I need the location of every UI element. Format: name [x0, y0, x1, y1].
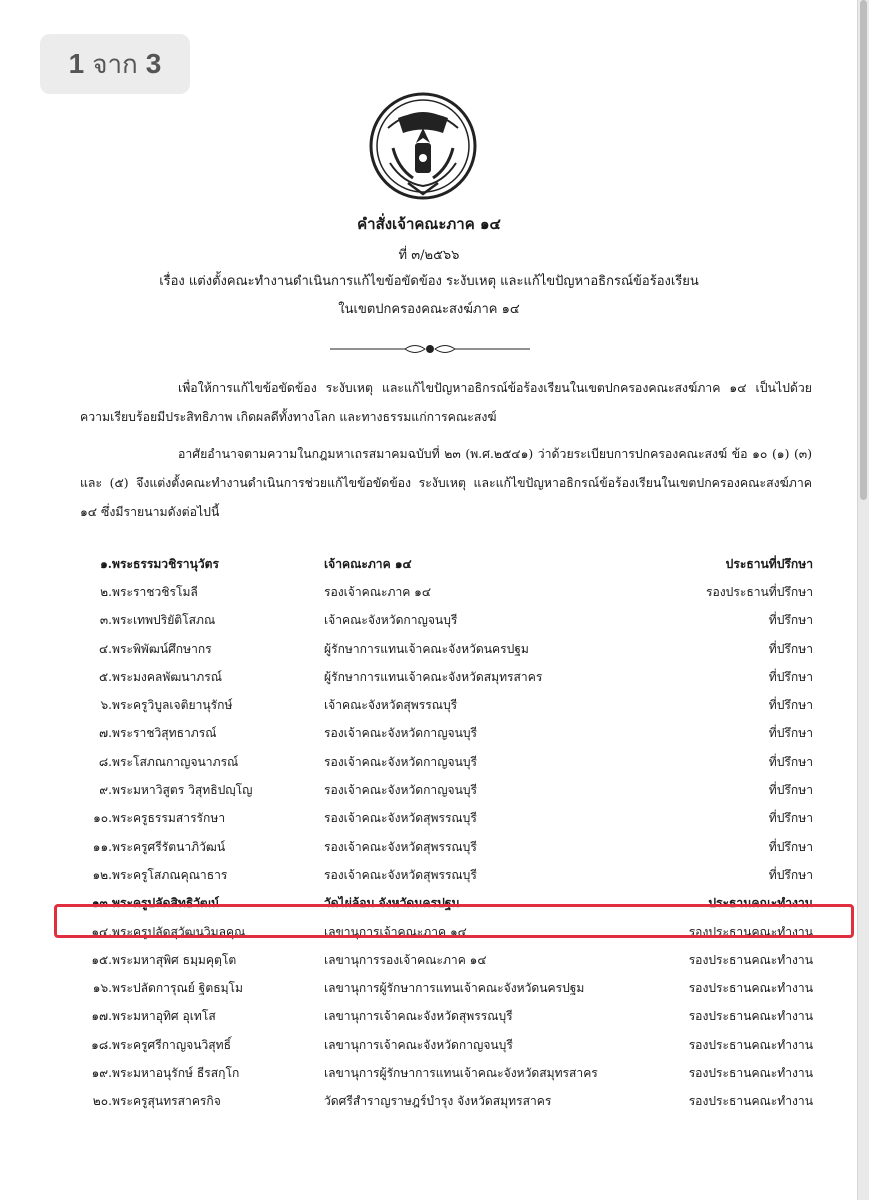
- roster-number: ๑๒.: [92, 867, 112, 882]
- roster-number: ๓.: [99, 613, 112, 628]
- roster-number: ๖.: [100, 698, 112, 713]
- member-name: พระโสภณกาญจนาภรณ์: [112, 754, 239, 769]
- roster-number: ๑๕.: [91, 952, 112, 967]
- member-position: ผู้รักษาการแทนเจ้าคณะจังหวัดนครปฐม: [324, 641, 529, 656]
- roster-row: [78, 691, 813, 719]
- member-position: เจ้าคณะจังหวัดสุพรรณบุรี: [324, 698, 458, 713]
- order-subject-line2: ในเขตปกครองคณะสงฆ์ภาค ๑๔: [338, 302, 520, 317]
- roster-number: ๑๔.: [91, 924, 112, 939]
- roster-number: ๑๘.: [91, 1037, 112, 1052]
- member-role: ที่ปรึกษา: [768, 754, 813, 769]
- roster-number: ๑๓.: [91, 896, 112, 911]
- member-role: รองประธานคณะทำงาน: [688, 924, 813, 939]
- member-position: รองเจ้าคณะจังหวัดสุพรรณบุรี: [324, 839, 477, 854]
- member-position: รองเจ้าคณะจังหวัดสุพรรณบุรี: [324, 867, 477, 882]
- member-position: เลขานุการผู้รักษาการแทนเจ้าคณะจังหวัดสมุทรสาคร: [324, 1065, 598, 1080]
- roster-number: ๑๑.: [92, 839, 112, 854]
- member-name: พระครูวิบูลเจติยานุรักษ์: [112, 698, 233, 713]
- roster-row: [78, 776, 813, 804]
- member-name: พระครูโสภณคุณาธาร: [112, 867, 228, 882]
- member-position: ผู้รักษาการแทนเจ้าคณะจังหวัดสมุทรสาคร: [324, 669, 543, 684]
- seal-emblem-icon: [368, 88, 478, 204]
- roster-number: ๑๗.: [91, 1009, 112, 1024]
- member-name: พระมหาอนุรักษ์ ธีรสกฺโก: [112, 1065, 240, 1080]
- member-role: ที่ปรึกษา: [768, 726, 813, 741]
- member-role: ที่ปรึกษา: [768, 867, 813, 882]
- member-position: รองเจ้าคณะจังหวัดกาญจนบุรี: [324, 783, 478, 798]
- member-name: พระราชวิสุทธาภรณ์: [112, 726, 217, 741]
- member-position: เลขานุการเจ้าคณะจังหวัดสุพรรณบุรี: [324, 1009, 513, 1024]
- roster-number: ๑๐.: [93, 811, 112, 826]
- member-name: พระปลัดการุณย์ ฐิตธมฺโม: [112, 981, 244, 996]
- member-position: เลขานุการผู้รักษาการแทนเจ้าคณะจังหวัดนครปฐม: [324, 981, 585, 996]
- roster-row: [78, 550, 813, 578]
- member-role: ที่ปรึกษา: [768, 698, 813, 713]
- member-role: ที่ปรึกษา: [768, 839, 813, 854]
- roster-number: ๑.: [100, 556, 112, 571]
- member-name: พระครูศรีกาญจนวิสุทธิ์: [112, 1037, 232, 1052]
- member-roster: [78, 550, 813, 1116]
- member-role: รองประธานคณะทำงาน: [688, 1009, 813, 1024]
- member-position: เลขานุการเจ้าคณะภาค ๑๔: [324, 924, 467, 939]
- member-name: พระครูสุนทรสาครกิจ: [112, 1094, 221, 1109]
- member-name: พระมหาอุทิศ อุเทโส: [112, 1009, 216, 1024]
- member-position: รองเจ้าคณะภาค ๑๔: [324, 584, 432, 599]
- roster-number: ๒๐.: [92, 1094, 112, 1109]
- page-indicator: [40, 34, 190, 94]
- member-position: วัดศรีสำราญราษฎร์บำรุง จังหวัดสมุทรสาคร: [324, 1094, 552, 1109]
- roster-number: ๑๖.: [92, 981, 112, 996]
- roster-row: [78, 861, 813, 889]
- member-name: พระเทพปริยัติโสภณ: [112, 613, 216, 628]
- member-name: พระมหาสุพิศ ธมฺมคุตฺโต: [112, 952, 237, 967]
- page-current: 1: [68, 48, 85, 79]
- member-role: ที่ปรึกษา: [768, 783, 813, 798]
- member-role: รองประธานคณะทำงาน: [688, 1094, 813, 1109]
- roster-row: [78, 833, 813, 861]
- scrollbar-thumb[interactable]: [860, 0, 867, 500]
- member-position: เลขานุการเจ้าคณะจังหวัดกาญจนบุรี: [324, 1037, 513, 1052]
- member-name: พระครูศรีรัตนาภิวัฒน์: [112, 839, 226, 854]
- roster-number: ๑๙.: [91, 1065, 112, 1080]
- member-role: ประธานคณะทำงาน: [708, 896, 813, 911]
- roster-row: [78, 607, 813, 635]
- roster-row: [78, 1031, 813, 1059]
- member-position: รองเจ้าคณะจังหวัดกาญจนบุรี: [324, 726, 478, 741]
- member-role: ที่ปรึกษา: [768, 669, 813, 684]
- member-role: รองประธานคณะทำงาน: [688, 981, 813, 996]
- page-total: 3: [145, 48, 162, 79]
- roster-row: [78, 1059, 813, 1087]
- member-position: รองเจ้าคณะจังหวัดสุพรรณบุรี: [324, 811, 477, 826]
- divider-ornament: [330, 340, 530, 358]
- order-title: คำสั่งเจ้าคณะภาค ๑๔: [357, 215, 501, 233]
- roster-row: [78, 946, 813, 974]
- roster-row: [78, 663, 813, 691]
- member-name: พระราชวชิรโมลี: [112, 584, 198, 599]
- roster-number: ๔.: [99, 641, 112, 656]
- paragraph-authority: อาศัยอำนาจตามความในกฎมหาเถรสมาคมฉบับที่ ๒๓ (พ.ศ.๒๕๔๑) ว่าด้วยระเบียบการปกครองคณะสงฆ์ ข้อ ๑๐ (๑) (๓) และ (๕) จึงแต่งตั้งคณะทำงานดำเนินการช่วยแก้ไขข้อขัดข้อง ระงับเหตุ และแก้ไขปัญหาอธิกรณ์ข้อร้องเรียนในเขตปกครองคณะสงฆ์ภาค ๑๔ ซึ่งมีรายนามดังต่อไปนี้: [80, 447, 812, 519]
- member-position: เจ้าคณะภาค ๑๔: [324, 556, 412, 571]
- roster-row: [78, 974, 813, 1002]
- roster-row: [78, 748, 813, 776]
- roster-row: [78, 805, 813, 833]
- member-name: พระครูปลัดสิทธิวัฒน์: [112, 896, 220, 911]
- order-subject-line1: เรื่อง แต่งตั้งคณะทำงานดำเนินการแก้ไขข้อขัดข้อง ระงับเหตุ และแก้ไขปัญหาอธิกรณ์ข้อร้องเรียน: [159, 274, 699, 289]
- roster-number: ๘.: [98, 754, 112, 769]
- roster-number: ๗.: [99, 726, 112, 741]
- member-name: พระพิพัฒน์ศึกษากร: [112, 641, 212, 656]
- member-position: เจ้าคณะจังหวัดกาญจนบุรี: [324, 613, 458, 628]
- roster-row: [78, 1003, 813, 1031]
- member-name: พระธรรมวชิรานุวัตร: [112, 556, 220, 571]
- scrollbar[interactable]: [857, 0, 869, 1200]
- roster-row: [78, 578, 813, 606]
- member-name: พระมหาวิสูตร วิสุทธิปญฺโญ: [112, 783, 253, 798]
- roster-row: [78, 720, 813, 748]
- roster-row: [78, 1088, 813, 1116]
- member-role: รองประธานที่ปรึกษา: [705, 584, 813, 599]
- member-role: รองประธานคณะทำงาน: [688, 1037, 813, 1052]
- member-role: ที่ปรึกษา: [768, 811, 813, 826]
- member-role: ที่ปรึกษา: [768, 613, 813, 628]
- paragraph-purpose: เพื่อให้การแก้ไขข้อขัดข้อง ระงับเหตุ และแก้ไขปัญหาอธิกรณ์ข้อร้องเรียนในเขตปกครองคณะสงฆ์ภาค ๑๔ เป็นไปด้วยความเรียบร้อยมีประสิทธิภาพ เกิดผลดีทั้งทางโลก และทางธรรมแก่การคณะสงฆ์: [80, 381, 812, 424]
- member-position: รองเจ้าคณะจังหวัดกาญจนบุรี: [324, 754, 478, 769]
- roster-row: [78, 635, 813, 663]
- member-role: รองประธานคณะทำงาน: [688, 952, 813, 967]
- roster-number: ๒.: [100, 584, 112, 599]
- highlight-box: [54, 904, 854, 938]
- roster-number: ๕.: [99, 669, 112, 684]
- member-position: วัดไผ่ล้อม จังหวัดนครปฐม: [324, 896, 460, 911]
- member-position: เลขานุการรองเจ้าคณะภาค ๑๔: [324, 952, 487, 967]
- page-separator: จาก: [92, 48, 138, 79]
- roster-number: ๙.: [99, 783, 112, 798]
- member-name: พระครูธรรมสารรักษา: [112, 811, 226, 826]
- member-role: รองประธานคณะทำงาน: [688, 1065, 813, 1080]
- member-name: พระครูปลัดสุวัฒนวิมลคุณ: [112, 924, 246, 939]
- order-number: ที่ ๓/๒๕๖๖: [398, 248, 460, 263]
- member-name: พระมงคลพัฒนาภรณ์: [112, 669, 222, 684]
- member-role: ประธานที่ปรึกษา: [725, 556, 813, 571]
- member-role: ที่ปรึกษา: [768, 641, 813, 656]
